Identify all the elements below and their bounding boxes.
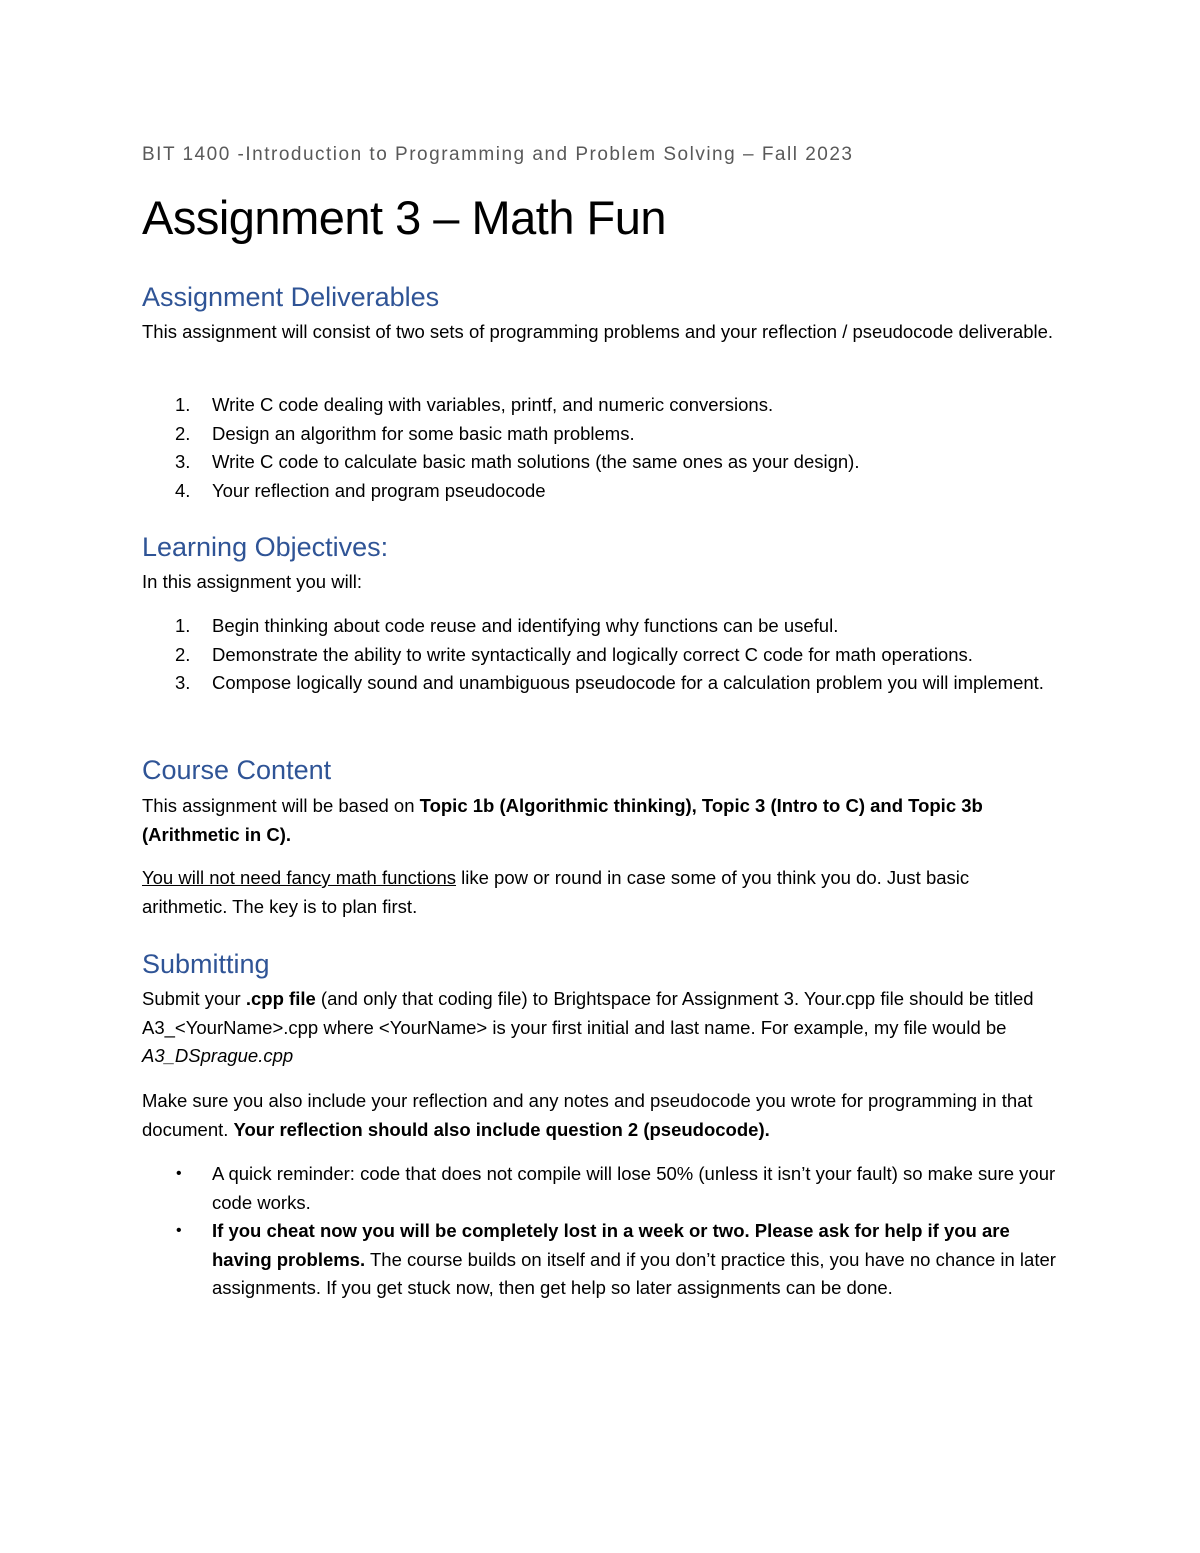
math-functions-underlined: You will not need fancy math functions	[142, 867, 457, 888]
list-item	[142, 1217, 1057, 1303]
list-item	[142, 477, 1057, 506]
list-number: 3.	[175, 672, 191, 693]
document-title: Assignment 3 – Math Fun	[142, 191, 667, 244]
course-content-paragraph	[142, 792, 1057, 849]
list-item	[142, 612, 1057, 641]
objectives-intro: In this assignment you will:	[142, 571, 363, 592]
reflection-text: Make sure you also include your reflection and any notes and pseudocode you wrote for programming in that document.	[142, 1090, 1033, 1140]
list-number: 2.	[175, 422, 191, 444]
bullet-icon: •	[176, 1222, 182, 1239]
list-number: 1.	[175, 615, 191, 636]
list-item	[142, 669, 1057, 698]
list-item	[142, 391, 1057, 420]
list-item-text: Write C code to calculate basic math solutions (the same ones as your design).	[212, 451, 860, 472]
reflection-paragraph	[142, 1087, 1057, 1144]
list-item-text: Compose logically sound and unambiguous pseudocode for a calculation problem you will implement.	[212, 672, 1044, 693]
course-header: BIT 1400 -Introduction to Programming and Problem Solving – Fall 2023	[142, 144, 854, 165]
course-content-text: This assignment will be based on	[142, 795, 420, 816]
list-number: 2.	[175, 643, 191, 665]
deliverables-intro: This assignment will consist of two sets of programming problems and your reflection / pseudocode deliverable.	[142, 321, 1054, 342]
heading-course-content: Course Content	[142, 755, 332, 785]
reminder-text: A quick reminder: code that does not compile will lose 50% (unless it isn’t your fault) so make sure your code works.	[212, 1163, 1056, 1213]
list-item-text: Write C code dealing with variables, printf, and numeric conversions.	[212, 394, 774, 415]
list-item	[142, 641, 1057, 670]
math-functions-paragraph	[142, 864, 1057, 921]
course-content-topics: Topic 1b (Algorithmic thinking), Topic 3 (Intro to C) and Topic 3b (Arithmetic in C).	[142, 795, 983, 845]
cheating-warning: If you cheat now you will be completely lost in a week or two. Please ask for help if you are having problems.	[212, 1220, 1010, 1270]
list-item-text: Demonstrate the ability to write syntactically and logically correct C code for math operations.	[212, 643, 973, 665]
submit-details: (and only that coding file) to Brightspace for Assignment 3. Your.cpp file should be titled A3_<YourName>.cpp where <YourName> is your first initial and last name. For example, my file would be	[142, 988, 1034, 1038]
heading-deliverables: Assignment Deliverables	[142, 282, 440, 312]
math-functions-text: like pow or round in case some of you think you do. Just basic arithmetic. The key is to plan first.	[142, 867, 970, 917]
list-item	[142, 1160, 1057, 1217]
list-item	[142, 420, 1057, 449]
list-item-text: Begin thinking about code reuse and identifying why functions can be useful.	[212, 615, 839, 636]
bullet-icon: •	[176, 1165, 182, 1182]
submit-text: Submit your	[142, 988, 246, 1009]
list-number: 1.	[175, 394, 191, 415]
list-number: 4.	[175, 479, 191, 501]
deliverables-list	[142, 391, 1057, 505]
list-item	[142, 448, 1057, 477]
submit-example-filename: A3_DSprague.cpp	[142, 1045, 294, 1066]
list-item-text: Your reflection and program pseudocode	[212, 479, 546, 501]
list-item-text: Design an algorithm for some basic math problems.	[212, 422, 635, 444]
list-number: 3.	[175, 451, 191, 472]
heading-submitting: Submitting	[142, 949, 270, 979]
heading-objectives: Learning Objectives:	[142, 532, 389, 562]
cheating-text: The course builds on itself and if you don’t practice this, you have no chance in later assignments. If you get stuck now, then get help so later assignments can be done.	[212, 1248, 1056, 1298]
reflection-requirement: Your reflection should also include question 2 (pseudocode).	[233, 1118, 770, 1140]
objectives-list	[142, 612, 1057, 698]
reminders-list	[142, 1160, 1057, 1303]
submit-paragraph	[142, 985, 1057, 1071]
submit-file-type: .cpp file	[245, 988, 316, 1009]
